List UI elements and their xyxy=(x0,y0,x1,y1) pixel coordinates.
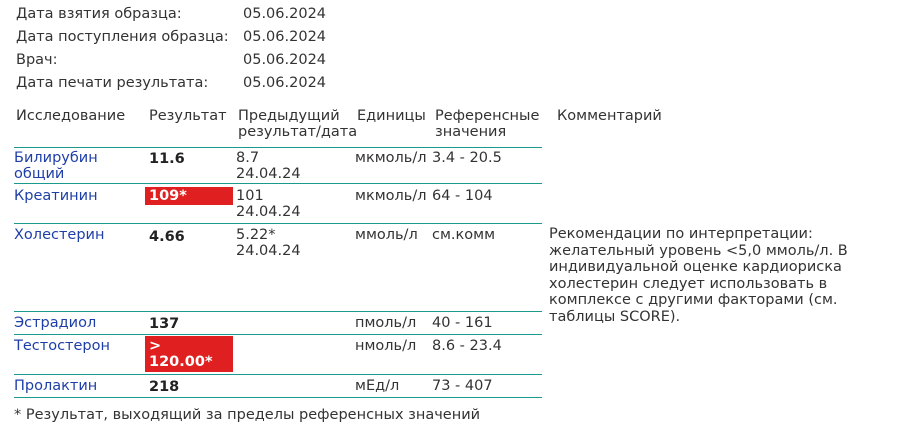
result-value: 4.66 xyxy=(149,229,185,245)
row-divider xyxy=(14,374,542,375)
footnote: * Результат, выходящий за пределы референсных значений xyxy=(14,407,481,423)
units: мкмоль/л xyxy=(355,188,427,204)
row-divider xyxy=(14,311,542,312)
test-name: Пролактин xyxy=(14,378,98,394)
header-comment: Комментарий xyxy=(557,108,662,124)
reference-range: 73 - 407 xyxy=(432,378,493,394)
cholesterol-comment: Рекомендации по интерпретации: желательный уровень <5,0 ммоль/л. В индивидуальной оценке кардиориска холестерин следует использовать в комплексе с другими факторами (см. таблицы SCORE). xyxy=(549,226,848,325)
test-name xyxy=(14,150,98,182)
units: ммоль/л xyxy=(355,227,418,243)
previous-result xyxy=(236,227,301,259)
previous-value: 8.7 xyxy=(236,150,260,166)
result-value-flagged xyxy=(145,336,233,372)
previous-date: 24.04.24 xyxy=(236,166,301,182)
result-number: 120.00* xyxy=(149,354,213,370)
header-units: Единицы xyxy=(357,108,426,124)
previous-date: 24.04.24 xyxy=(236,243,301,259)
test-name-line1: Билирубин xyxy=(14,150,98,166)
row-divider xyxy=(14,334,542,335)
result-value-flagged: 109* xyxy=(145,187,233,205)
reference-range: 40 - 161 xyxy=(432,315,493,331)
print-date-label: Дата печати результата: xyxy=(16,75,209,91)
row-divider xyxy=(14,183,542,184)
test-name: Холестерин xyxy=(14,227,105,243)
result-comparator: > xyxy=(149,338,162,354)
result-value: 218 xyxy=(149,379,180,395)
row-divider xyxy=(14,397,542,398)
previous-value: 101 xyxy=(236,188,264,204)
header-previous-line1: Предыдущий xyxy=(238,108,340,124)
doctor-value: 05.06.2024 xyxy=(243,52,327,68)
sample-date-value: 05.06.2024 xyxy=(243,6,327,22)
header-result: Результат xyxy=(149,108,227,124)
test-name: Эстрадиол xyxy=(14,315,97,331)
received-date-value: 05.06.2024 xyxy=(243,29,327,45)
received-date-label: Дата поступления образца: xyxy=(16,29,229,45)
units: нмоль/л xyxy=(355,338,417,354)
previous-value: 5.22* xyxy=(236,227,276,243)
previous-result xyxy=(236,188,301,220)
previous-result xyxy=(236,150,301,182)
doctor-label: Врач: xyxy=(16,52,58,68)
reference-range: см.комм xyxy=(432,227,496,243)
header-reference-line1: Референсные xyxy=(435,108,540,124)
row-divider xyxy=(14,147,542,148)
print-date-value: 05.06.2024 xyxy=(243,75,327,91)
header-previous xyxy=(238,108,357,140)
result-value: 137 xyxy=(149,316,180,332)
units: мЕд/л xyxy=(355,378,400,394)
header-reference-line2: значения xyxy=(435,124,507,140)
reference-range: 3.4 - 20.5 xyxy=(432,150,502,166)
result-value: 11.6 xyxy=(149,151,185,167)
previous-date: 24.04.24 xyxy=(236,204,301,220)
test-name: Креатинин xyxy=(14,188,98,204)
reference-range: 8.6 - 23.4 xyxy=(432,338,502,354)
row-divider xyxy=(14,223,542,224)
units: пмоль/л xyxy=(355,315,417,331)
sample-date-label: Дата взятия образца: xyxy=(16,6,182,22)
reference-range: 64 - 104 xyxy=(432,188,493,204)
test-name-line2: общий xyxy=(14,166,65,182)
header-test: Исследование xyxy=(16,108,126,124)
header-reference xyxy=(435,108,539,140)
header-previous-line2: результат/дата xyxy=(238,124,358,140)
units: мкмоль/л xyxy=(355,150,427,166)
test-name: Тестостерон xyxy=(14,338,110,354)
